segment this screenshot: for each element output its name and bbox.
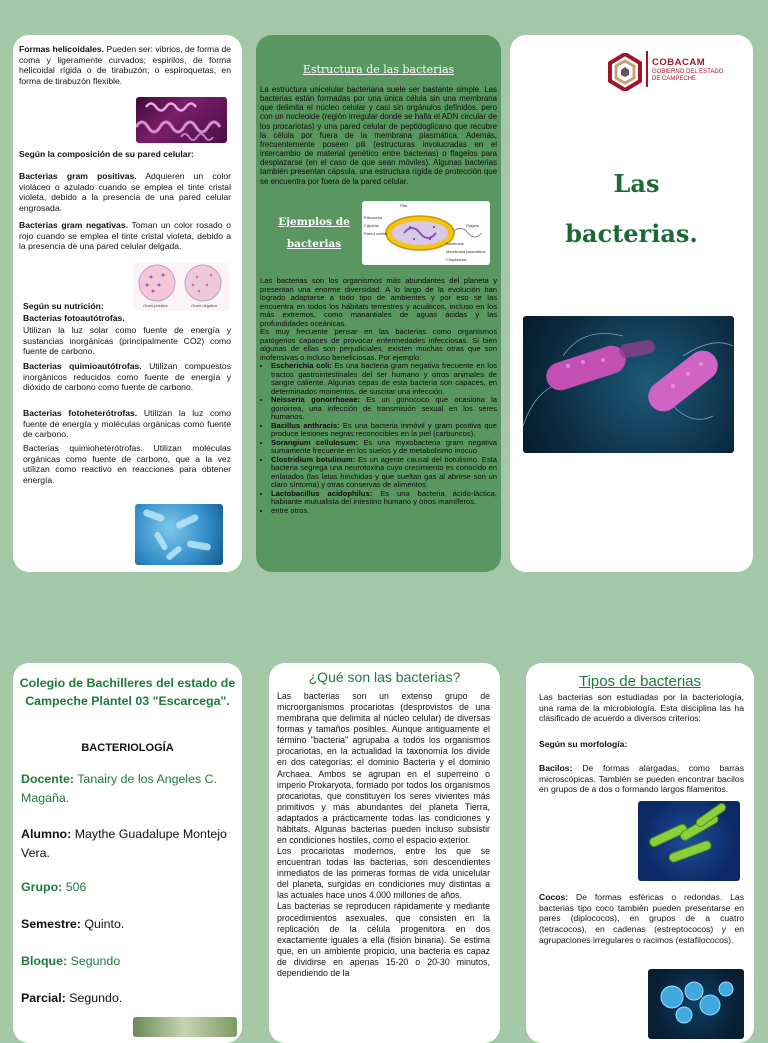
list-item — [271, 422, 497, 439]
diagram-label-citoplasma: Citoplasma — [446, 257, 467, 262]
cocos-label: Cocos: — [539, 892, 569, 902]
example-text: Es un gonococo que ocasiona la gonorrea, una infección de transmisión sexual en los seres humanos. — [271, 395, 497, 421]
bloque-value: Segundo — [67, 954, 121, 968]
structure-title: Estructura de las bacterias — [302, 63, 455, 76]
logo-sub1: GOBIERNO DEL ESTADO — [652, 69, 724, 75]
what-para-2: Los procariotas modernos, entre los que se encuentran todas las bacterias, son descendientes inmediatos de las primeras formas de vida unicelular del planeta, surgidas en condiciones muy distintas a las actuales hace unos 4.000 millones de años. — [277, 846, 490, 901]
alumno-value: Maythe Guadalupe Montejo Vera. — [21, 827, 227, 860]
examples-intro-2: Es muy frecuente pensar en las bacterias como organismos patógenos capaces de provocar enfermedades infecciosas. Si bien algunas de ellas son perjudiciales, existen muchas otras que son inofensivas o incluso beneficiosas. Por ejemplo: — [260, 327, 497, 362]
grupo-line — [21, 880, 86, 894]
cover-title-1: Las — [613, 169, 660, 198]
structure-paragraph: La estructura unicelular bacteriana suele ser bastante simple. Las bacterias están formadas por una única célula sin una membrana que delimita el núcleo celular y casi sin orgánulos definidos, pero con un nucleoide (región irregular donde se halla el ADN circular de los procariotas) y una pared celular de peptidoglicano que recubre la célula por fuera de la membrana plasmática. Además, frecuentemente poseen pili (estructuras involucradas en el intercambio de material genético entre bacterias) o flagelos para desplazarse (en el caso de que sean móviles). Algunas bacterias también presentan cápsula, una estructura rígida de protección que se encuentra por fuera de la pared celular. — [260, 85, 497, 186]
gram-negative-label: Bacterias gram negativas. — [19, 220, 128, 230]
examples-list — [260, 362, 497, 515]
cocos-image — [648, 969, 744, 1039]
bacteria-structure-diagram — [362, 201, 490, 265]
what-para-1: Las bacterias son un extenso grupo de microorganismos procariotas (desprovistos de una membrana que delimita al núcleo celular) de diversas formas y tamaños posibles. Aunque antiguamente el término "bacteria" agrupaba a todos los organismos procariotas, en la actualidad la taxonomía los divide en dos categorías: el dominio Bacteria y el dominio Archaea. Ambos se agrupan en el superreino o imperio Prokaryota, formado por todos los organismos procariotas, que constituyen los seres vivientes más primitivos y más abundantes del planeta Tierra, adaptados a prácticamente todas las condiciones y hábitats. Algunas bacterias pueden incluso subsistir en condiciones hostiles, como el espacio exterior. — [277, 691, 490, 846]
fotoheterotrofas-label: Bacterias fotoheterótrofas. — [23, 408, 138, 418]
list-item — [271, 396, 497, 422]
diagram-label-pilis: Pilis — [400, 203, 408, 208]
quimioautotrofas-label: Bacterias quimioautótrofas. — [23, 361, 142, 371]
fotoautotrofas-label: Bacterias fotoautótrofas. — [23, 313, 125, 323]
semestre-line — [21, 917, 124, 931]
bloque-line — [21, 954, 120, 968]
example-text: Es una myxobacteria gram negativa sumamente frecuente en los suelos y de metabolismo inocuo. — [271, 437, 497, 455]
bacilos-label: Bacilos: — [539, 763, 573, 773]
bacilos-paragraph — [539, 763, 744, 795]
alumno-line — [21, 825, 239, 862]
cobacam-logo-icon — [606, 53, 644, 91]
gram-positive-caption: Gram-positive — [143, 303, 168, 308]
panel-bacteria-types — [526, 663, 754, 1043]
list-item — [271, 456, 497, 490]
types-intro: Las bacterias son estudiadas por la bacteriología, una rama de la microbiología. Esta disciplina las ha clasificado de acuerdo a diversos criterios: — [539, 692, 744, 724]
ejemplos-line1: Ejemplos de — [278, 216, 350, 228]
cover-bacteria-image — [523, 316, 734, 453]
semestre-label: Semestre: — [21, 917, 81, 931]
diagram-label-capsula: Cápsula — [364, 223, 379, 228]
cocos-paragraph — [539, 892, 744, 945]
bacilos-image — [638, 801, 740, 881]
panel-student-info — [13, 663, 242, 1043]
gram-positive-text: Adquieren un color violáceo o azulado cuando se emplea el tinte cristal violeta, debido a la presencia de una pared celular engrosada. — [19, 171, 231, 213]
types-title: Tipos de bacterias — [578, 673, 701, 690]
example-text: Es una bacteria inmóvil y gram positiva que produce lesiones negras reconocibles en la piel (carbuncos). — [271, 420, 497, 438]
parcial-value: Segundo. — [65, 991, 123, 1005]
gram-negative-caption: Gram-negative — [191, 303, 218, 308]
grupo-value: 506 — [62, 880, 87, 894]
diagram-label-membrana: Membrana plasmática — [446, 249, 486, 254]
fotoheterotrofas-text: Utilizan la luz como fuente de energía y moléculas orgánicas como fuente de carbono. — [23, 408, 231, 440]
diagram-label-pared: Pared celular — [364, 231, 388, 236]
what-title: ¿Qué son las bacterias? — [308, 669, 461, 685]
example-text: Es una bacteria ácido-láctica, habitante mutualista del intestino humano y otros mamíferos. — [271, 488, 497, 506]
panel-bacteria-classification — [13, 35, 242, 572]
quimioheterotrofas-paragraph: Bacterias quimioheterótrofas. Utilizan moléculas orgánicas como fuente de carbono, que a la vez utilizan como reactivo en reacciones para obtener energía. — [23, 443, 231, 485]
example-name: Clostridium botulinum: — [271, 454, 356, 464]
example-name: Bacillus anthracis: — [271, 420, 340, 430]
morfologia-heading: Según su morfología: — [539, 739, 628, 749]
nutricion-heading: Según su nutrición: — [23, 301, 104, 311]
example-name: Sorangium cellulosum: — [271, 437, 359, 447]
bacilos-text: De formas alargadas, como barras microscópicas. También se pueden encontrar bacilos en grupos de a dos o formando largos filamentos. — [539, 763, 744, 795]
what-para-3: Las bacterias se reproducen rápidamente y mediante procedimientos asexuales, que consisten en la replicación de la célula progenitora en dos exactamente iguales a ella (fisión binaria). Se estima que, en un ambiente propicio, una bacteria es capaz de dividirse en apenas 15-20 o 20-30 minutos, dependiendo de la — [277, 901, 490, 978]
what-paragraphs — [277, 691, 490, 979]
helicoidales-label: Formas helicoidales. — [19, 44, 105, 54]
semestre-value: Quinto. — [80, 917, 125, 931]
logo-name: COBACAM — [652, 57, 706, 68]
list-item — [271, 490, 497, 507]
cocos-text: De formas esféricas o redondas. Las bacterias tipo coco también pueden presentarse en pares (diplococos), en grupos de a cuatro (tetracocos), en cadenas (estreptococos) y en agrupaciones irregulares o racimos (estafilococos). — [539, 892, 744, 945]
school-name: Colegio de Bachilleres del estado de Campeche Plantel 03 "Escarcega". — [19, 676, 236, 708]
examples-section — [260, 277, 497, 515]
diagram-label-flagelo: Flagelo — [466, 223, 480, 228]
subject-name: BACTERIOLOGÍA — [81, 742, 174, 754]
alumno-label: Alumno: — [21, 827, 72, 841]
list-item — [271, 507, 497, 516]
parcial-line — [21, 991, 122, 1005]
gram-negative-paragraph — [19, 220, 231, 252]
blue-bacteria-image — [135, 504, 223, 565]
ejemplos-heading — [270, 211, 358, 255]
docente-line — [21, 770, 239, 807]
parcial-label: Parcial: — [21, 991, 66, 1005]
quimioautotrofas-text: Utilizan compuestos inorgánicos reducidos como fuente de energía y dióxido de carbono como fuente de carbono. — [23, 361, 231, 393]
helicoidales-text: Pueden ser: vibrios, de forma de coma y ligeramente curvados; espirilos, de forma helicoidal rígida o de tirabuzón; o espiroquetas, en forma de tirabuzón flexible. — [19, 44, 231, 86]
fotoautotrofas-text: Utilizan la luz solar como fuente de energía y sustancias inorgánicas (principalmente CO2) como fuente de carbono. — [23, 325, 231, 357]
gram-positive-label: Bacterias gram positivas. — [19, 171, 137, 181]
diagram-label-nucleoide: Nucleoide — [446, 241, 464, 246]
ejemplos-line2: bacterias — [286, 238, 342, 251]
example-name: Escherichia coli: — [271, 361, 332, 370]
panel-bacteria-structure — [256, 35, 501, 572]
logo-sub2: DE CAMPECHE — [652, 76, 697, 82]
examples-intro-1: Las bacterias son los organismos más abundantes del planeta y presentan una enorme diversidad. A lo largo de la evolución han logrado adaptarse a todo tipo de ambientes y por eso se las encuentra en todos los hábitats terrestres y acuáticos, incluso en los más extremos, como manantiales de aguas ácidas y las profundidades oceánicas. — [260, 276, 497, 328]
example-text: Es una bacteria gram negativa frecuente en los tractos gastrointestinales del ser humano y otros animales de sangre caliente. Algunas cepas de esta bacteria son capaces, en determinados momentos, de suscitar una infección. — [271, 361, 497, 396]
list-item — [271, 362, 497, 396]
panel-cover — [510, 35, 753, 572]
gram-positive-paragraph — [19, 171, 231, 214]
docente-value: Tanairy de los Angeles C. Magaña. — [21, 772, 218, 805]
example-name: Neisseria gonorrhoeae: — [271, 395, 361, 404]
cobacam-logo — [606, 51, 746, 91]
example-text: entre otros. — [271, 505, 310, 515]
helicoidales-paragraph — [19, 44, 231, 87]
docente-label: Docente: — [21, 772, 75, 786]
cover-title-2: bacterias. — [565, 219, 698, 248]
plant-photo — [133, 1017, 237, 1037]
example-name: Lactobacillus acidophilus: — [271, 488, 373, 498]
pared-heading: Según la composición de su pared celular: — [19, 149, 194, 159]
grupo-label: Grupo: — [21, 880, 63, 894]
panel-what-are-bacteria — [269, 663, 500, 1043]
diagram-label-ribosoma: Ribosoma — [364, 215, 383, 220]
bloque-label: Bloque: — [21, 954, 68, 968]
list-item — [271, 439, 497, 456]
fotoheterotrofas-paragraph — [23, 408, 231, 440]
gram-negative-text: Toman un color rosado o rojo cuando se emplea el tinte cristal violeta, debido a la presencia de una pared celular delgada. — [19, 220, 231, 252]
example-text: Es un agente causal del botulismo. Esta bacteria segrega una neurotoxina cuyo crecimiento es conocido en enlatados (las latas hinchidas y que sueltan gas al abrirse son un claro síntoma) y otras conservas de alimentos. — [271, 454, 497, 489]
spiral-bacteria-image — [136, 97, 227, 143]
quimioautotrofas-paragraph — [23, 361, 231, 393]
